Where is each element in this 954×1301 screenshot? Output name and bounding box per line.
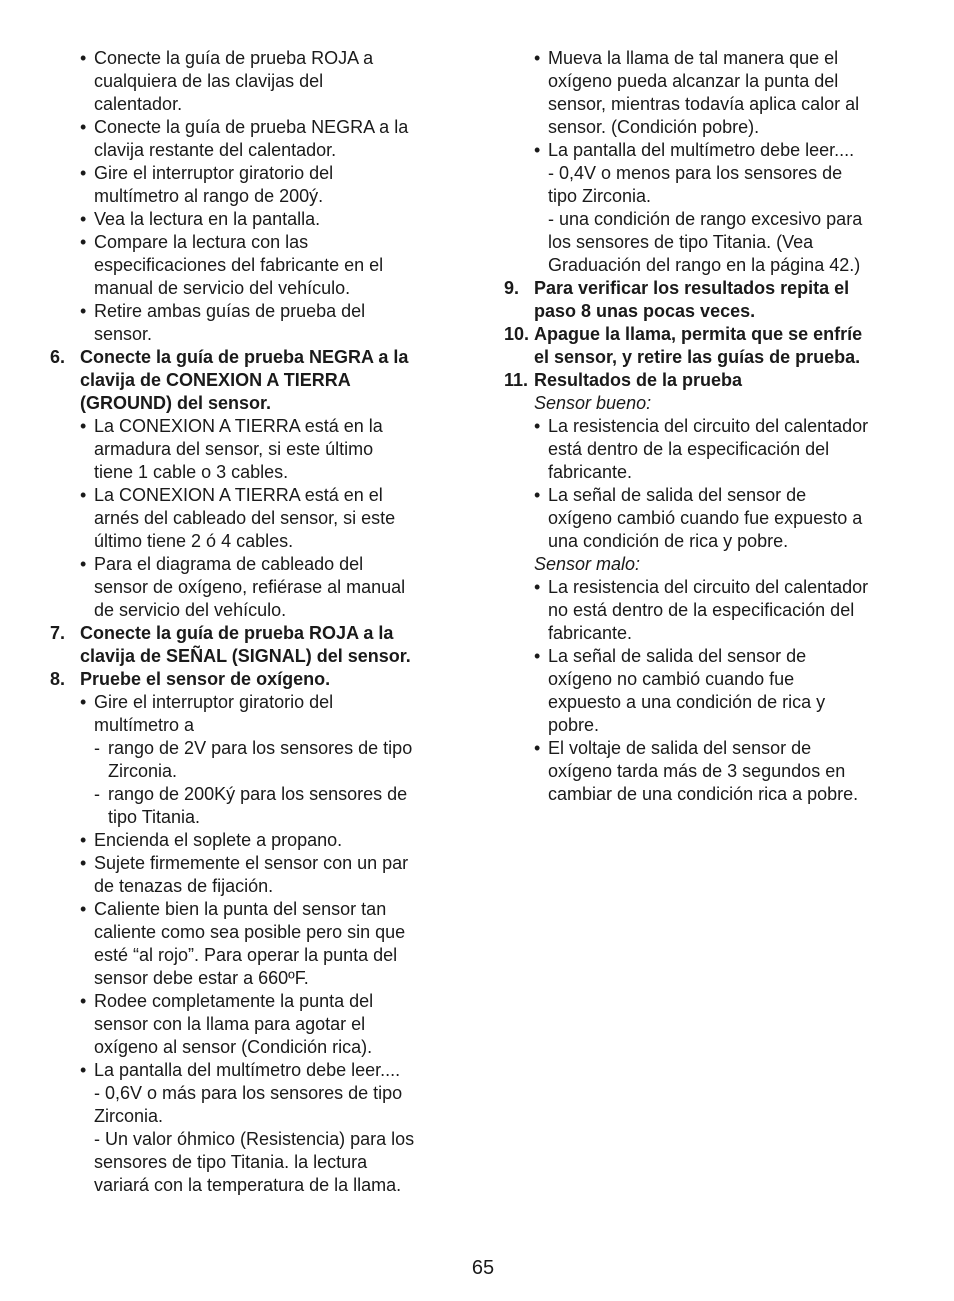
bullet-line: Para el diagrama de cableado del bbox=[94, 554, 364, 574]
bullet-line: sensor de oxígeno, refiérase al manual bbox=[94, 577, 406, 597]
step-line: Conecte la guía de prueba NEGRA a la bbox=[80, 347, 409, 367]
step-10-heading bbox=[504, 323, 914, 369]
reading-item bbox=[50, 1128, 455, 1197]
reading-line: Zirconia. bbox=[94, 1106, 164, 1126]
bullet-line: La pantalla del multímetro debe leer.... bbox=[94, 1060, 401, 1080]
dash-marker: - bbox=[94, 784, 100, 804]
bullet-line: La CONEXION A TIERRA está en el bbox=[94, 485, 383, 505]
bullet-line: oxígeno al sensor (Condición rica). bbox=[94, 1037, 373, 1057]
step-line: Pruebe el sensor de oxígeno. bbox=[80, 669, 331, 689]
step-11-heading bbox=[504, 369, 914, 392]
dash-item bbox=[50, 737, 455, 783]
bullet-marker: • bbox=[80, 830, 87, 850]
reading-line: tipo Zirconia. bbox=[548, 186, 652, 206]
reading-line: sensores de tipo Titania. la lectura bbox=[94, 1152, 368, 1172]
step-number: 10. bbox=[504, 324, 530, 344]
bullet-item bbox=[50, 208, 455, 231]
bullet-marker: • bbox=[80, 991, 87, 1011]
step-7-heading bbox=[50, 622, 455, 668]
bullet-marker: • bbox=[534, 48, 541, 68]
bullet-line: Gire el interruptor giratorio del bbox=[94, 163, 334, 183]
step-line: clavija de CONEXION A TIERRA bbox=[80, 370, 351, 390]
bullet-marker: • bbox=[80, 899, 87, 919]
left-column bbox=[50, 47, 455, 1197]
reading-line: - 0,6V o más para los sensores de tipo bbox=[94, 1083, 403, 1103]
right-column bbox=[504, 47, 914, 806]
bullet-item bbox=[504, 484, 914, 553]
bullet-line: una condición de rica y pobre. bbox=[548, 531, 789, 551]
bullet-marker: • bbox=[80, 853, 87, 873]
bullet-marker: • bbox=[80, 48, 87, 68]
reading-line: - Un valor óhmico (Resistencia) para los bbox=[94, 1129, 415, 1149]
step-line: Para verificar los resultados repita el bbox=[534, 278, 850, 298]
bullet-line: sensor, mientras todavía aplica calor al bbox=[548, 94, 860, 114]
reading-item bbox=[504, 162, 914, 208]
bullet-marker: • bbox=[80, 1060, 87, 1080]
bullet-marker: • bbox=[80, 416, 87, 436]
bullet-marker: • bbox=[534, 646, 541, 666]
reading-line: - 0,4V o menos para los sensores de bbox=[548, 163, 843, 183]
step-6-heading bbox=[50, 346, 455, 415]
bullet-line: armadura del sensor, si este último bbox=[94, 439, 374, 459]
dash-line: rango de 2V para los sensores de tipo bbox=[108, 738, 413, 758]
bullet-line: Conecte la guía de prueba ROJA a bbox=[94, 48, 374, 68]
bullet-line: fabricante. bbox=[548, 623, 633, 643]
bullet-line: caliente como sea posible pero sin que bbox=[94, 922, 406, 942]
bullet-item bbox=[504, 737, 914, 806]
step-line: clavija de SEÑAL (SIGNAL) del sensor. bbox=[80, 646, 411, 666]
bullet-line: Sujete firmemente el sensor con un par bbox=[94, 853, 409, 873]
bullet-line: cualquiera de las clavijas del bbox=[94, 71, 324, 91]
bullet-line: Retire ambas guías de prueba del bbox=[94, 301, 366, 321]
bullet-item bbox=[504, 139, 914, 162]
bullet-line: manual de servicio del vehículo. bbox=[94, 278, 351, 298]
step-line: Apague la llama, permita que se enfríe bbox=[534, 324, 863, 344]
bullet-marker: • bbox=[80, 554, 87, 574]
bullet-marker: • bbox=[80, 485, 87, 505]
bullet-line: multímetro a bbox=[94, 715, 195, 735]
dash-item bbox=[50, 783, 455, 829]
bullet-item bbox=[50, 898, 455, 990]
bullet-line: El voltaje de salida del sensor de bbox=[548, 738, 812, 758]
bullet-line: tiene 1 cable o 3 cables. bbox=[94, 462, 289, 482]
bullet-marker: • bbox=[534, 577, 541, 597]
step-9-heading bbox=[504, 277, 914, 323]
bullet-line: oxígeno pueda alcanzar la punta del bbox=[548, 71, 839, 91]
bullet-line: oxígeno no cambió cuando fue bbox=[548, 669, 795, 689]
step-number: 8. bbox=[50, 669, 66, 689]
bullet-item bbox=[50, 829, 455, 852]
reading-line: - una condición de rango excesivo para bbox=[548, 209, 863, 229]
bullet-line: multímetro al rango de 200ý. bbox=[94, 186, 324, 206]
bullet-line: La pantalla del multímetro debe leer.... bbox=[548, 140, 855, 160]
bullet-marker: • bbox=[80, 209, 87, 229]
bullet-item bbox=[50, 691, 455, 737]
bullet-marker: • bbox=[80, 301, 87, 321]
bullet-line: sensor debe estar a 660ºF. bbox=[94, 968, 309, 988]
step-line: Conecte la guía de prueba ROJA a la bbox=[80, 623, 394, 643]
bullet-line: Encienda el soplete a propano. bbox=[94, 830, 343, 850]
bullet-line: Caliente bien la punta del sensor tan bbox=[94, 899, 387, 919]
bullet-line: La CONEXION A TIERRA está en la bbox=[94, 416, 383, 436]
bullet-item bbox=[50, 162, 455, 208]
reading-line: Graduación del rango en la página 42.) bbox=[548, 255, 861, 275]
bullet-marker: • bbox=[534, 485, 541, 505]
bullet-item bbox=[504, 576, 914, 645]
bullet-item bbox=[504, 415, 914, 484]
bullet-line: calentador. bbox=[94, 94, 183, 114]
bullet-item bbox=[50, 852, 455, 898]
bullet-line: de servicio del vehículo. bbox=[94, 600, 287, 620]
bullet-line: Gire el interruptor giratorio del bbox=[94, 692, 334, 712]
bad-sensor-heading: Sensor malo: bbox=[534, 554, 641, 574]
dash-line: rango de 200Ký para los sensores de bbox=[108, 784, 408, 804]
bullet-line: La señal de salida del sensor de bbox=[548, 646, 807, 666]
reading-line: los sensores de tipo Titania. (Vea bbox=[548, 232, 814, 252]
step-number: 11. bbox=[504, 370, 529, 390]
step-line: Resultados de la prueba bbox=[534, 370, 743, 390]
bullet-item bbox=[50, 1059, 455, 1082]
bullet-line: arnés del cableado del sensor, si este bbox=[94, 508, 396, 528]
bullet-line: Conecte la guía de prueba NEGRA a la bbox=[94, 117, 409, 137]
bullet-item bbox=[504, 645, 914, 737]
bullet-marker: • bbox=[534, 738, 541, 758]
bullet-line: La resistencia del circuito del calentador bbox=[548, 416, 869, 436]
dash-marker: - bbox=[94, 738, 100, 758]
bullet-line: no está dentro de la especificación del bbox=[548, 600, 855, 620]
bullet-item bbox=[50, 415, 455, 484]
bullet-item bbox=[50, 231, 455, 300]
bullet-line: oxígeno cambió cuando fue expuesto a bbox=[548, 508, 863, 528]
step-line: (GROUND) del sensor. bbox=[80, 393, 272, 413]
bullet-line: La señal de salida del sensor de bbox=[548, 485, 807, 505]
bullet-line: sensor con la llama para agotar el bbox=[94, 1014, 366, 1034]
bullet-line: oxígeno tarda más de 3 segundos en bbox=[548, 761, 846, 781]
bullet-marker: • bbox=[80, 692, 87, 712]
step-8-heading bbox=[50, 668, 455, 691]
bullet-item bbox=[50, 300, 455, 346]
bullet-line: está dentro de la especificación del bbox=[548, 439, 830, 459]
bullet-line: clavija restante del calentador. bbox=[94, 140, 337, 160]
bullet-marker: • bbox=[80, 163, 87, 183]
bullet-line: La resistencia del circuito del calentador bbox=[548, 577, 869, 597]
good-sensor-heading: Sensor bueno: bbox=[534, 393, 652, 413]
bullet-line: último tiene 2 ó 4 cables. bbox=[94, 531, 294, 551]
bullet-marker: • bbox=[80, 117, 87, 137]
bullet-marker: • bbox=[534, 140, 541, 160]
bullet-item bbox=[504, 47, 914, 139]
page-number: 65 bbox=[471, 1257, 495, 1279]
dash-line: Zirconia. bbox=[108, 761, 178, 781]
bullet-line: especificaciones del fabricante en el bbox=[94, 255, 384, 275]
bullet-item bbox=[50, 116, 455, 162]
bullet-line: esté “al rojo”. Para operar la punta del bbox=[94, 945, 398, 965]
bullet-item bbox=[50, 47, 455, 116]
bullet-line: cambiar de una condición rica a pobre. bbox=[548, 784, 859, 804]
bullet-line: Compare la lectura con las bbox=[94, 232, 309, 252]
bullet-line: Mueva la llama de tal manera que el bbox=[548, 48, 839, 68]
bullet-line: Rodee completamente la punta del bbox=[94, 991, 374, 1011]
reading-item bbox=[50, 1082, 455, 1128]
dash-line: tipo Titania. bbox=[108, 807, 201, 827]
step-number: 9. bbox=[504, 278, 520, 298]
bullet-marker: • bbox=[80, 232, 87, 252]
bullet-line: pobre. bbox=[548, 715, 600, 735]
bullet-item bbox=[50, 990, 455, 1059]
bullet-item bbox=[50, 553, 455, 622]
bullet-line: sensor. bbox=[94, 324, 153, 344]
reading-line: variará con la temperatura de la llama. bbox=[94, 1175, 402, 1195]
step-line: paso 8 unas pocas veces. bbox=[534, 301, 756, 321]
reading-item bbox=[504, 208, 914, 277]
bullet-line: sensor. (Condición pobre). bbox=[548, 117, 760, 137]
step-number: 7. bbox=[50, 623, 66, 643]
bullet-item bbox=[50, 484, 455, 553]
bullet-line: de tenazas de fijación. bbox=[94, 876, 274, 896]
bullet-line: fabricante. bbox=[548, 462, 633, 482]
step-number: 6. bbox=[50, 347, 66, 367]
bullet-line: Vea la lectura en la pantalla. bbox=[94, 209, 321, 229]
bullet-marker: • bbox=[534, 416, 541, 436]
bullet-line: expuesto a una condición de rica y bbox=[548, 692, 826, 712]
step-line: el sensor, y retire las guías de prueba. bbox=[534, 347, 861, 367]
